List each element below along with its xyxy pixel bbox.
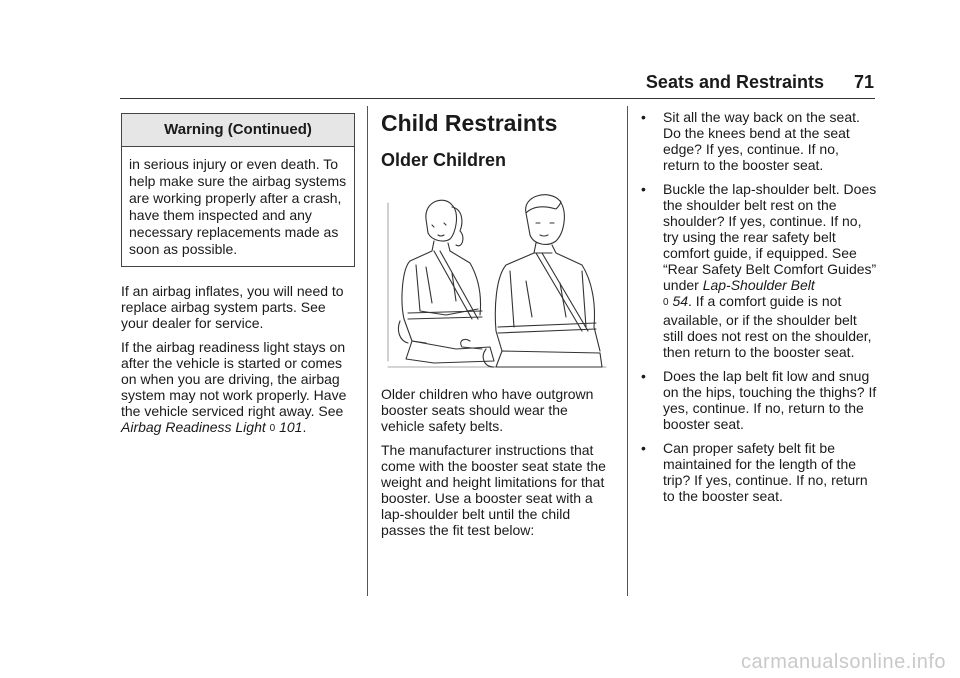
warning-box xyxy=(121,113,355,267)
page-header xyxy=(0,0,960,100)
list-item-text: Does the lap belt fit low and snug on the hips, touching the thighs? If yes, continue. If no, return to the booster seat. xyxy=(663,368,877,432)
column-1 xyxy=(121,113,355,446)
subsection-title: Older Children xyxy=(381,150,507,170)
bullet-icon: • xyxy=(641,109,646,125)
list-item-text: Can proper safety belt fit be maintained for the length of the trip? If yes, continue. If no, return to the booster seat. xyxy=(663,440,868,504)
column-3 xyxy=(637,109,877,512)
paragraph-older-children: Older children who have outgrown booster seats should wear the vehicle safety belts. xyxy=(381,386,594,434)
header-section-title: Seats and Restraints xyxy=(645,72,824,92)
list-item xyxy=(637,181,877,360)
page-ref-icon: 0 xyxy=(663,297,669,308)
children-in-seatbelts-illustration xyxy=(386,191,608,369)
column-divider-2 xyxy=(627,106,628,596)
page-ref-icon: 0 xyxy=(269,423,276,434)
paragraph-readiness-text: If the airbag readiness light stays on after the vehicle is started or comes on when you are driving, the airbag system may not work properly. Have the vehicle serviced right away. See xyxy=(121,339,347,419)
watermark-text: carmanualsonline.info xyxy=(740,651,946,673)
paragraph-airbag-inflates: If an airbag inflates, you will need to replace airbag system parts. See your dealer for service. xyxy=(121,283,344,331)
list-item-text-cont: . If a comfort guide is not available, or if the shoulder belt still does not rest on the shoulder, then return to the booster seat. xyxy=(663,293,872,360)
paragraph-readiness-light xyxy=(121,339,355,438)
header-rule xyxy=(120,98,875,99)
list-item xyxy=(637,440,877,504)
warning-text: in serious injury or even death. To help make sure the airbag systems are working properly after a crash, have them inspected and any necessary replacements made as soon as possible. xyxy=(129,156,347,257)
fit-test-list xyxy=(637,109,877,504)
header-page-number: 71 xyxy=(853,72,874,92)
list-item xyxy=(637,109,877,173)
paragraph-manufacturer-instructions: The manufacturer instructions that come with the booster seat state the weight and height limitations for that booster. Use a booster seat with a lap-shoulder belt until the child passes the fit test below: xyxy=(381,442,606,538)
list-item-text: Sit all the way back on the seat. Do the knees bend at the seat edge? If yes, continue. If no, return to the booster seat. xyxy=(663,109,860,173)
column-2 xyxy=(381,109,613,546)
section-title: Child Restraints xyxy=(381,110,558,136)
column-divider-1 xyxy=(367,106,368,596)
sentence-end: . xyxy=(302,419,307,435)
page-ref-number[interactable]: 101 xyxy=(279,419,303,435)
warning-title: Warning (Continued) xyxy=(122,114,354,147)
list-item xyxy=(637,368,877,432)
link-lap-shoulder-belt[interactable]: Lap-Shoulder Belt xyxy=(702,277,815,293)
link-airbag-readiness-light[interactable]: Airbag Readiness Light xyxy=(121,419,266,435)
list-item-text: Buckle the lap-shoulder belt. Does the shoulder belt rest on the shoulder? If yes, continue. If no, try using the rear safety belt comfort guide, if equipped. See “Rear Safety Belt Comfort Guides” under xyxy=(663,181,877,293)
bullet-icon: • xyxy=(641,181,646,197)
bullet-icon: • xyxy=(641,440,646,456)
page-ref-number[interactable]: 54 xyxy=(672,293,689,309)
bullet-icon: • xyxy=(641,368,646,384)
